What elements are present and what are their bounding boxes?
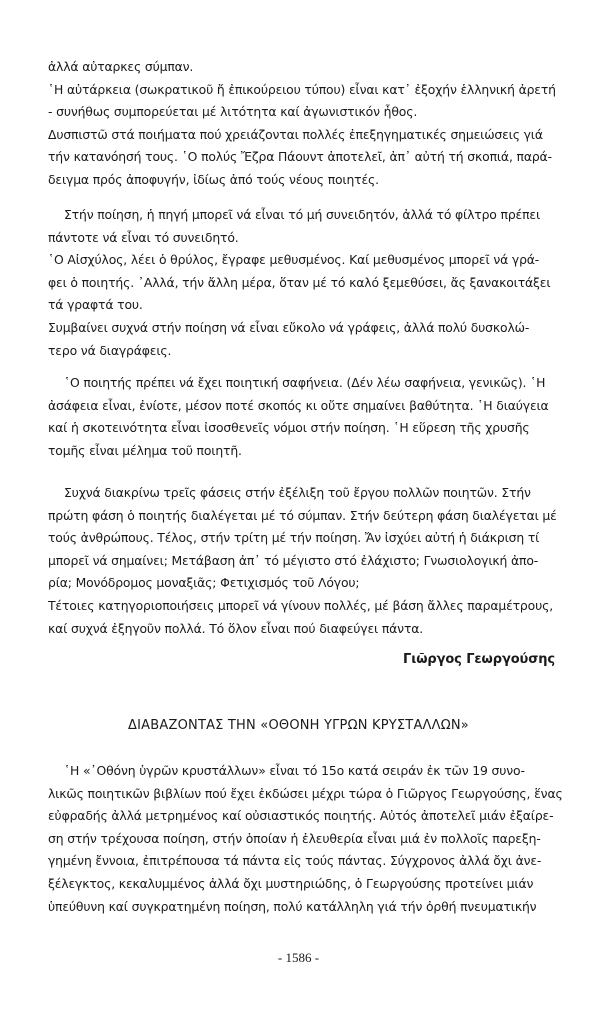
paragraph-block-1 xyxy=(48,56,555,192)
paragraph-block-4 xyxy=(48,482,555,640)
text-line: ῾Η αὐτάρκεια (σωκρατικοῦ ἤ ἐπικούρειου τύπου) εἶναι κατ᾽ ἐξοχήν ἑλληνική ἀρετή xyxy=(48,81,556,97)
text-line: ση στήν τρέχουσα ποίηση, στήν ὁποίαν ἡ ἐλευθερία εἶναι μιά ἐν πολλοῖς παρεξη- xyxy=(48,830,541,846)
text-line: Συχνά διακρίνω τρεῖς φάσεις στήν ἐξέλιξη τοῦ ἔργου πολλῶν ποιητῶν. Στήν xyxy=(64,485,531,500)
text-line: φει ὁ ποιητής. ᾽Αλλά, τήν ἄλλη μέρα, ὅταν μέ τό καλό ξεμεθύσει, ἄς ξανακοιτάξει xyxy=(48,274,551,290)
author-signature: Γιῶργος Γεωργούσης xyxy=(403,652,555,667)
page-number: - 1586 - xyxy=(277,950,320,965)
paragraph-block-2 xyxy=(48,204,555,362)
text-line: πάντοτε νά εἶναι τό συνειδητό. xyxy=(48,229,239,245)
text-line: τούς ἀνθρώπους. Τέλος, στήν τρίτη μέ τήν ποίηση. Ἄν ἰσχύει αὐτή ἡ διάκριση τί xyxy=(48,530,540,546)
text-line: - συνήθως συμπορεύεται μέ λιτότητα καί ἀγωνιστικόν ἦθος. xyxy=(48,104,418,120)
section-title: ΔΙΑΒΑΖΟΝΤΑΣ ΤΗΝ «ΟΘΟΝΗ ΥΓΡΩΝ ΚΡΥΣΤΑΛΛΩΝ» xyxy=(128,718,469,733)
text-line: Τέτοιες κατηγοριοποιήσεις μπορεῖ νά γίνουν πολλές, μέ βάση ἄλλες παραμέτρους, xyxy=(48,597,553,613)
text-line: ἀσάφεια εἶναι, ἐνίοτε, μέσον ποτέ σκοπός κι οὔτε σημαίνει βαθύτητα. ῾Η διαύγεια xyxy=(48,397,549,413)
text-line: καί ἡ σκοτεινότητα εἶναι ἰσοσθενεῖς νόμοι στήν ποίηση. ῾Η εὕρεση τῆς χρυσῆς xyxy=(48,420,530,436)
paragraph-block-3 xyxy=(48,372,555,462)
text-line: πρώτη φάση ὁ ποιητής διαλέγεται μέ τό σύμπαν. Στήν δεύτερη φάση διαλέγεται μέ xyxy=(48,507,557,523)
text-line: ῾Η «᾽Οθόνη ὑγρῶν κρυστάλλων» εἶναι τό 15ο κατά σειράν ἐκ τῶν 19 συνο- xyxy=(64,763,525,778)
text-line: ὑπεύθυνη καί συγκρατημένη ποίηση, πολύ κατάλληλη γιά τήν ὀρθή πνευματικήν xyxy=(48,898,537,914)
text-line: ῾Ο ποιητής πρέπει νά ἔχει ποιητική σαφήνεια. (Δέν λέω σαφήνεια, γενικῶς). ῾Η xyxy=(64,375,546,390)
text-line: ξέλεγκτος, κεκαλυμμένος ἀλλά ὄχι μυστηριώδης, ὁ Γεωργούσης προτείνει μιάν xyxy=(48,875,534,891)
text-line: μπορεῖ νά σημαίνει; Μετάβαση ἀπ᾽ τό μέγιστο στό ἐλάχιστο; Γνωσιολογική ἀπο- xyxy=(48,552,539,568)
text-line: λικῶς ποιητικῶν βιβλίων πού ἔχει ἐκδώσει μέχρι τώρα ὁ Γιῶργος Γεωργούσης, ἕνας xyxy=(48,785,563,801)
text-line: δειγμα πρός ἀποφυγήν, ἰδίως ἀπό τούς νέους ποιητές. xyxy=(48,171,379,187)
text-line: ἀλλά αὐταρκες σύμπαν. xyxy=(48,59,194,74)
text-line: τερο νά διαγράφεις. xyxy=(48,342,172,358)
text-line: ρία; Μονόδρομος μοναξιᾶς; Φετιχισμός τοῦ Λόγου; xyxy=(48,575,360,591)
text-line: γημένη ἔννοια, ἐπιτρέπουσα τά πάντα εἰς τούς πάντας. Σύγχρονος ἀλλά ὄχι ἀνε- xyxy=(48,853,542,869)
text-line: τά γραφτά του. xyxy=(48,297,143,313)
text-line: εὐφραδής ἀλλά μετρημένος καί οὐσιαστικός ποιητής. Αὐτός ἀποτελεῖ μιάν ἐξαίρε- xyxy=(48,808,554,824)
text-line: τήν κατανόησή τους. ῾Ο πολύς Ἔζρα Πάουντ ἀποτελεῖ, ἀπ᾽ αὐτή τή σκοπιά, παρά- xyxy=(48,149,552,165)
text-line: Στήν ποίηση, ἡ πηγή μπορεῖ νά εἶναι τό μή συνειδητόν, ἀλλά τό φίλτρο πρέπει xyxy=(64,207,541,222)
paragraph-block-5 xyxy=(48,760,563,918)
text-line: ῾Ο Αἰσχύλος, λέει ὁ θρύλος, ἔγραφε μεθυσμένος. Καί μεθυσμένος μπορεῖ νά γρά- xyxy=(48,252,540,268)
text-line: καί συχνά ἐξηγοῦν πολλά. Τό ὅλον εἶναι πού διαφεύγει πάντα. xyxy=(48,620,424,636)
text-line: τομῆς εἶναι μέλημα τοῦ ποιητῆ. xyxy=(48,442,242,458)
text-line: Δυσπιστῶ στά ποιήματα πού χρειάζονται πολλές ἐπεξηγηματικές σημειώσεις γιά xyxy=(48,126,543,142)
text-line: Συμβαίνει συχνά στήν ποίηση νά εἶναι εὔκολο νά γράφεις, ἀλλά πολύ δυσκολώ- xyxy=(48,319,530,335)
